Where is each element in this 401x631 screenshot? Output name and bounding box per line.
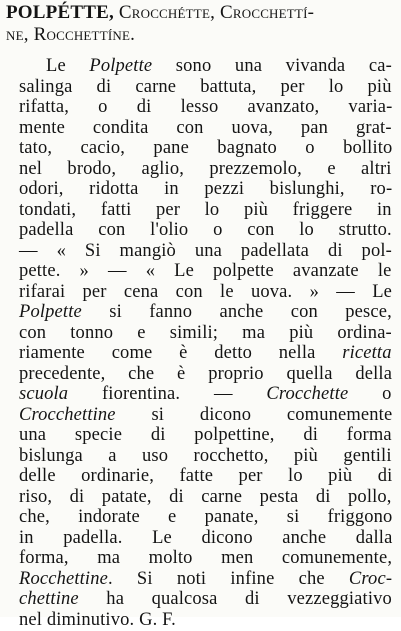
italic-term: Crocchette [266, 384, 349, 404]
body-line [19, 323, 392, 344]
body-line [19, 466, 392, 487]
body-line [19, 384, 392, 405]
italic-term: chettine [19, 589, 79, 609]
body-line [19, 364, 392, 385]
body-line [19, 220, 392, 241]
text-run: forma, ma molto men comunemente, [19, 548, 393, 568]
text-run: fiorentina. — [68, 384, 267, 404]
text-run: si fanno anche con pesce, [81, 302, 392, 322]
body-line [19, 282, 392, 303]
body-line [19, 200, 392, 221]
text-run: odori, ridotta in pezzi bislunghi, ro- [19, 179, 393, 199]
body-line [19, 261, 392, 282]
body-line [19, 343, 392, 364]
italic-term: Crocchettine [19, 404, 116, 425]
text-run: padella con l'olio o con lo strutto. [19, 220, 392, 240]
body-line [19, 425, 392, 446]
text-run: si dicono comunemente [115, 404, 393, 425]
text-run: POLPÉTTE, [6, 2, 119, 23]
body-line [19, 241, 392, 262]
heading-line [6, 2, 314, 24]
text-run: rifatta, o di lesso avanzato, varia- [19, 97, 393, 117]
text-run: — « Si mangiò una padellata di pol- [19, 240, 392, 261]
text-run: mente condita con uova, pan grat- [19, 117, 392, 138]
text-run: riamente come è detto nella [19, 343, 343, 363]
text-run: in padella. Le dicono anche dalla [19, 527, 393, 548]
italic-term: Croc- [348, 568, 393, 589]
italic-term: Polpette [19, 302, 82, 322]
text-run: ha qualcosa di vezzeggiativo [78, 589, 392, 609]
text-run: una specie di polpettine, di forma [19, 425, 392, 445]
text-run: che, indorate e panate, si friggono [19, 507, 393, 527]
text-run: salinga di carne battuta, per lo più [19, 76, 392, 97]
text-run: sono una vivanda ca- [152, 56, 392, 76]
body-line [19, 507, 392, 528]
body-line [19, 159, 392, 180]
italic-term: Polpette [89, 56, 153, 76]
italic-term: ricetta [342, 343, 392, 363]
text-run: nel diminutivo. G. F. [19, 609, 176, 630]
body-line [19, 589, 392, 610]
text-run: o [348, 384, 392, 404]
text-run: nel brodo, aglio, prezzemolo, e altri [19, 158, 392, 179]
text-run: . Si noti infine che [107, 568, 349, 589]
body-line [19, 569, 392, 590]
body-line [19, 302, 392, 323]
body-line [19, 528, 392, 549]
text-run: riso, di patate, di carne pesta di pollo, [19, 486, 392, 507]
body-line [19, 487, 392, 508]
body-line [19, 405, 392, 426]
text-run: bislunga a uso rocchetto, più gentili [19, 445, 392, 466]
text-run: Crocchétte, Crocchettí- [118, 2, 315, 23]
body-line [19, 97, 392, 118]
text-run: precedente, che è proprio quella della [19, 363, 393, 384]
body-line [19, 118, 392, 139]
text-run: con tonno e simili; ma più ordina- [19, 322, 392, 343]
text-run: tato, cacio, pane bagnato o bollito [19, 138, 393, 158]
body-line [19, 446, 392, 467]
text-run: ne, Rocchettíne. [6, 24, 136, 45]
heading-line [6, 24, 135, 46]
italic-term: Rocchettine [19, 568, 108, 589]
body-line [46, 56, 392, 77]
italic-term: scuola [19, 384, 69, 404]
text-run: delle ordinarie, fatte per lo più di [19, 466, 393, 486]
body-line [19, 548, 392, 569]
text-run: tondati, fatti per lo più friggere in [19, 199, 392, 220]
body-line [19, 138, 392, 159]
body-line [19, 77, 392, 98]
body-line [19, 179, 392, 200]
text-run: pette. » — « Le polpette avanzate le [19, 261, 392, 281]
text-run: Le [46, 56, 90, 76]
text-run: rifarai per cena con le uova. » — Le [19, 281, 392, 302]
body-line [19, 610, 176, 631]
